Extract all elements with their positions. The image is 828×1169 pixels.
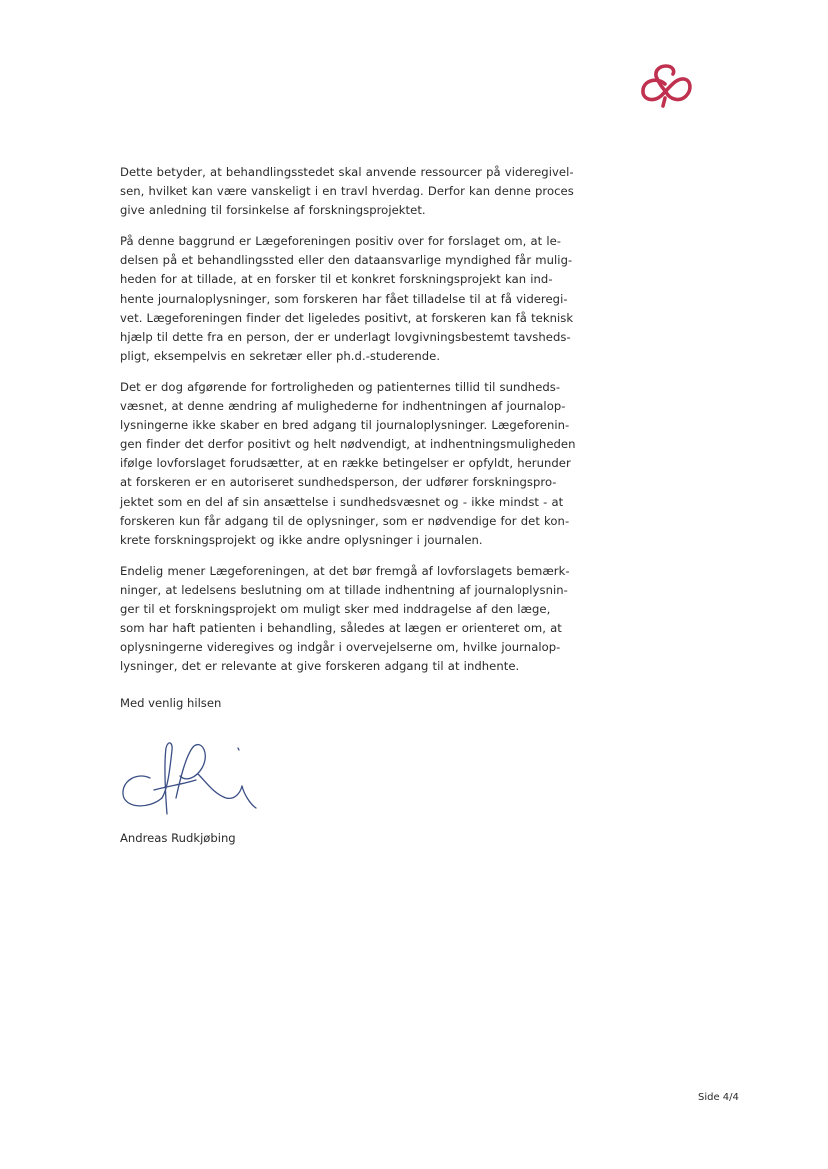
text-line: som har haft patienten i behandling, således at lægen er orienteret om, at: [120, 621, 562, 636]
text-line: Endelig mener Lægeforeningen, at det bør fremgå af lovforslagets bemærk-: [120, 563, 570, 578]
text-line: forskeren kun får adgang til de oplysninger, som er nødvendige for det kon-: [120, 513, 570, 528]
closing-greeting: Med venlig hilsen: [120, 696, 222, 710]
text-line: at forskeren er en autoriseret sundhedsperson, der udfører forskningspro-: [120, 475, 557, 490]
text-line: væsnet, at denne ændring af mulighederne for indhentningen af journalop-: [120, 399, 566, 414]
text-line: give anledning til forsinkelse af forskningsprojektet.: [120, 203, 426, 218]
text-line: pligt, eksempelvis en sekretær eller ph.d.-studerende.: [120, 348, 441, 363]
text-line: hente journaloplysninger, som forskeren har fået tilladelse til at få videregi-: [120, 291, 568, 306]
signature-icon: [110, 728, 270, 828]
text-line: Dette betyder, at behandlingsstedet skal anvende ressourcer på videregivel-: [120, 165, 574, 179]
text-line: delsen på et behandlingssted eller den dataansvarlige myndighed får mulig-: [120, 253, 573, 268]
body-paragraph: [120, 562, 620, 677]
text-line: jektet som en del af sin ansættelse i sundhedsvæsnet og - ikke mindst - at: [120, 494, 564, 509]
text-line: sen, hvilket kan være vanskeligt i en travl hverdag. Derfor kan denne proces: [120, 184, 574, 199]
body-paragraph: [120, 163, 620, 220]
snake-staff-icon: [636, 58, 694, 108]
text-line: ifølge lovforslaget forudsætter, at en række betingelser er opfyldt, herunder: [120, 456, 571, 471]
body-paragraph: [120, 378, 620, 550]
text-line: lysninger, det er relevante at give forskeren adgang til at indhente.: [120, 659, 520, 674]
text-line: vet. Lægeforeningen finder det ligeledes positivt, at forskeren kan få teknisk: [120, 310, 574, 325]
text-line: heden for at tillade, at en forsker til et konkret forskningsprojekt kan ind-: [120, 272, 553, 287]
text-line: ger til et forskningsprojekt om muligt sker med inddragelse af den læge,: [120, 601, 551, 616]
page-number: Side 4/4: [698, 1092, 739, 1103]
body-paragraph: [120, 232, 620, 366]
signer-name: Andreas Rudkjøbing: [120, 831, 236, 845]
text-line: hjælp til dette fra en person, der er underlagt lovgivningsbestemt tavsheds-: [120, 329, 571, 344]
text-line: krete forskningsprojekt og ikke andre oplysninger i journalen.: [120, 532, 483, 547]
text-line: På denne baggrund er Lægeforeningen positiv over for forslaget om, at le-: [120, 234, 562, 249]
text-line: lysningerne ikke skaber en bred adgang til journaloplysninger. Lægeforenin-: [120, 418, 570, 433]
text-line: oplysningerne videregives og indgår i overvejelserne om, hvilke journalop-: [120, 640, 561, 655]
text-line: Det er dog afgørende for fortroligheden og patienternes tillid til sundheds-: [120, 379, 561, 394]
text-line: ninger, at ledelsens beslutning om at tillade indhentning af journaloplysnin-: [120, 582, 568, 597]
letter-body: [120, 163, 620, 688]
text-line: gen finder det derfor positivt og helt nødvendigt, at indhentningsmuligheden: [120, 437, 576, 452]
